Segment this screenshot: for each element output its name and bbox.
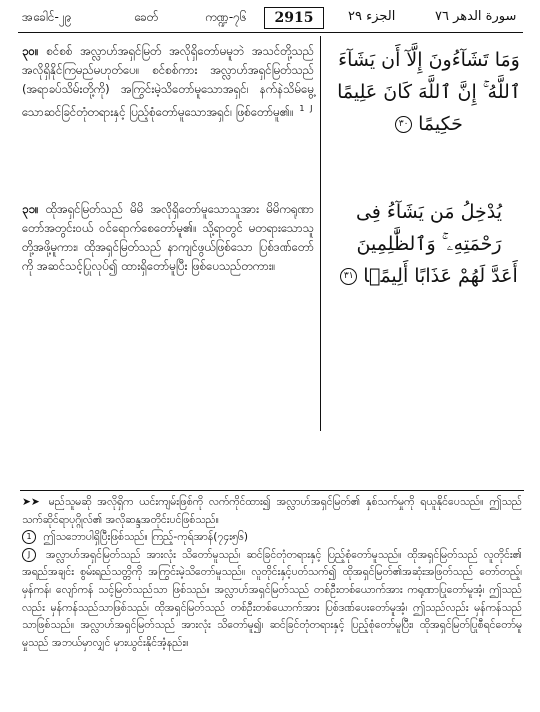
arabic-text: حَكِيمًا [418,113,463,135]
arabic-line [330,108,528,140]
footnote-mark: J [310,104,313,113]
verse-30-arabic [330,44,528,140]
arabic-line: وَمَا تَشَآءُونَ إِلَّآ أَن يَشَآءَ [338,49,520,71]
footnote [22,529,522,547]
verse-number: ၃၁။ [22,202,39,216]
section-label: ကဏ္ဍ-၇၆ [205,10,247,24]
column-divider [320,36,321,431]
footnote-text: မည်သူမဆို အလိုရှိက ယင်းကျမ်းဖြစ်ကို လက်ကိုင်ထား၍ အလ္လာဟ်အရှင်မြတ်၏ နှစ်သက်မှုကို ရယူနိုင်ပေသည်။ ဤသည် သက်ဆိုင်ရာပုဂ္ဂိုလ်၏ အလိုဆန္ဒအတိုင်းပင်ဖြစ်သည်။ [22,496,523,526]
chapter-label: အခေါင်-၂၉ [22,10,72,24]
ayah-number-icon: ٣١ [340,268,357,285]
footnote-rule [20,490,524,491]
footnote-badge-icon: 1 [22,530,36,544]
footnote-badge-icon: J [22,548,36,562]
arabic-line [330,260,528,292]
footnote-text: အလ္လာဟ်အရှင်မြတ်သည် အားလုံး သိတော်မူသည်၊ ဆင်ခြင်တုံတရားနှင့် ပြည့်စုံတော်မူသည်။ ထိုအရှင်မြတ်သည် လူတိုင်း၏ အရည်အချင်း စွမ်းရည်သတ္တိကို အကြွင်းမဲ့သိတော်မူသည်။ လူတိုင်းနှင့်ပတ်သက်၍ ထိုအရှင်မြတ်၏အဆုံးအဖြတ်သည် တော်တည့်၊ မှန်ကန်၊ လျော်ကန် သင့်မြတ်သည်သာ ဖြစ်သည်။ အလ္လာဟ်အရှင်မြတ်သည် တစ်ဦးတစ်ယောက်အား ကရုဏာပြုတော်မူအံ့၊ ဤသည်လည်း မှန်ကန်သည်သာဖြစ်သည်၊ ထိုအရှင်မြတ်သည် တစ်ဦးတစ်ယောက်အား ပြစ်ဒဏ်ပေးတော်မူအံ့၊ ဤသည်လည်း မှန်ကန်သည်သာဖြစ်သည်။ အလ္လာဟ်အရှင်မြတ်သည် အားလုံး သိတော်မူ၍၊ ဆင်ခြင်တုံတရားနှင့် ပြည့်စုံတော်မူပြီး၊ ထိုအရှင်မြတ်ပြုစီရင်တော်မူမှုသည် အဘယ်မှာလျှင် မှားယွင်းနိုင်အံ့နည်း။ [22,548,522,649]
verse-31-arabic [330,196,528,292]
verse-text: စင်စစ် အလ္လာဟ်အရှင်မြတ် အလိုရှိတော်မမူဘဲ အသင်တို့သည် အလိုရှိနိုင်ကြမည်မဟုတ်ပေ။ စင်စစ်ကား အလ္လာဟ်အရှင်မြတ်သည် (အရာခပ်သိမ်းတို့ကို) အကြွင်းမဲ့သိတော်မူသောအရှင်၊ နက်နဲသိမ်မွေ့သောဆင်ခြင်တုံတရားနှင့် ပြည့်စုံတော်မူသောအရှင်၊ ဖြစ်တော်မူ၏။ [22,44,314,119]
running-word: ခေတ် [134,10,159,24]
ayah-number-icon: ٣٠ [395,116,412,133]
footnote-text: ဤသဘောပါရှိပြီးဖြစ်သည်။ ကြည့်-ကုရ်အာန်(၇၄း၅၆) [43,531,249,544]
footnote [22,494,522,529]
footnote-mark: 1 [299,104,305,113]
surah-label: سورة الدهر ٧٦ [435,9,517,24]
verse-number: ၃၀။ [22,44,39,58]
footnotes [22,494,522,652]
footnote [22,547,522,653]
verse-31-translation [22,200,314,276]
arabic-line: يُدْخِلُ مَن يَشَآءُ فِى [355,201,503,223]
juz-label: الجزء ٢٩ [348,9,396,24]
page-number: 2915 [264,7,324,29]
arabic-line: رَحْمَتِهِۦ ۚ وَٱلظَّٰلِمِينَ [356,233,502,255]
double-arrow-icon: ➤➤ [22,496,40,508]
arabic-text: أَعَدَّ لَهُمْ عَذَابًا أَلِيمًۢا [363,265,518,287]
page-header [0,0,540,36]
arabic-line: ٱللَّهُ ۚ إِنَّ ٱللَّهَ كَانَ عَلِيمًا [337,81,521,103]
verse-text: ထိုအရှင်မြတ်သည် မိမိ အလိုရှိတော်မူသောသူအား မိမိကရုဏာတော်အတွင်းဝယ် ဝင်ရောက်စေတော်မူ၏။ သို့ရာတွင် မတရားသောသူတို့အဖို့မူကား၊ ထိုအရှင်မြတ်သည် နာကျင်ဖွယ်ဖြစ်သော ပြစ်ဒဏ်တော်ကို အဆင်သင့်ပြုလုပ်၍ ထားရှိတော်မူပြီး ဖြစ်ပေသည်တကား။ [22,202,314,273]
verse-30-translation [22,42,314,122]
header-rule [18,32,523,33]
